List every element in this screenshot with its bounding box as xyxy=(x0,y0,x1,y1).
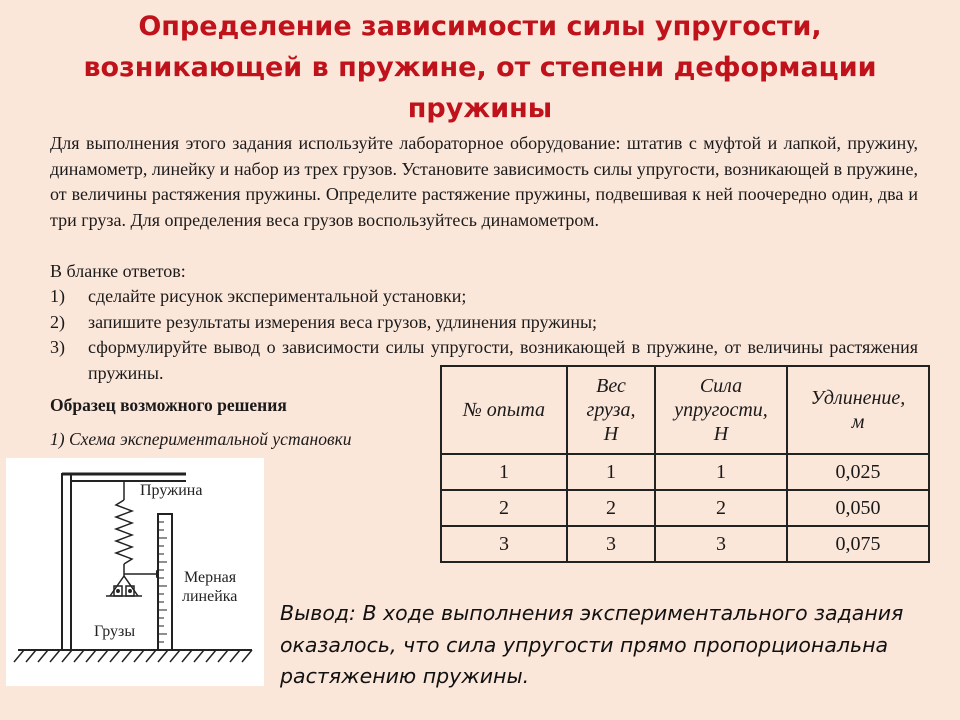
spring-label: Пружина xyxy=(140,482,203,499)
title-line: Определение зависимости силы упругости, xyxy=(138,11,822,42)
scheme-caption: 1) Схема экспериментальной установки xyxy=(50,429,352,449)
table-cell: 3 xyxy=(567,526,655,562)
table-header-row xyxy=(441,366,929,454)
conclusion-text xyxy=(280,598,950,693)
conclusion-line: оказалось, что сила упругости прямо пропорциональна xyxy=(280,632,889,657)
table-cell: 2 xyxy=(567,490,655,526)
table-cell: 2 xyxy=(655,490,787,526)
page-title xyxy=(40,6,920,129)
list-item xyxy=(50,310,918,336)
list-item-text: сделайте рисунок экспериментальной установки; xyxy=(88,286,467,306)
results-table xyxy=(440,365,930,563)
list-item-number: 2) xyxy=(50,311,65,332)
table-cell: 1 xyxy=(655,454,787,490)
list-item-number: 1) xyxy=(50,286,65,306)
list-item-text: запишите результаты измерения веса грузов, удлинения пружины; xyxy=(88,311,598,332)
header-elongation: Удлинение, м xyxy=(787,366,929,454)
answer-form-heading: В бланке ответов: xyxy=(50,261,186,281)
stand-post xyxy=(62,474,71,650)
conclusion-line: Вывод: В ходе выполнения экспериментального задания xyxy=(280,601,904,625)
table-row xyxy=(441,490,929,526)
conclusion-line: растяжению пружины. xyxy=(280,664,530,688)
table-cell: 3 xyxy=(655,526,787,562)
list-item-number: 3) xyxy=(50,337,65,358)
header-experiment-number: № опыта xyxy=(441,366,567,454)
table-cell: 0,050 xyxy=(787,490,929,526)
sample-solution-title: Образец возможного решения xyxy=(50,395,287,415)
table-cell: 3 xyxy=(441,526,567,562)
list-item xyxy=(50,284,918,310)
weights xyxy=(106,576,142,596)
measuring-ruler xyxy=(158,514,172,650)
title-line: возникающей в пружине, от степени деформации xyxy=(83,52,877,83)
table-cell: 0,025 xyxy=(787,454,929,490)
experiment-diagram xyxy=(6,458,264,686)
weights-label: Грузы xyxy=(94,623,136,640)
task-description: Для выполнения этого задания используйте лабораторное оборудование: штатив с муфтой и лапкой, пружину, динамометр, линейку и набор из трех грузов. Установите зависимость силы упругости, возникающей в пружине, от величины растяжения пружины. Определите растяжение пружины, подвешивая к ней поочередно один, два и три груза. Для определения веса грузов воспользуйтесь динамометром. xyxy=(50,133,918,230)
table-row xyxy=(441,454,929,490)
list-item-text: сформулируйте вывод о зависимости силы упругости, возникающей в пружине, от величины растяжения пружины. xyxy=(88,337,918,383)
ruler-label: линейка xyxy=(182,588,238,605)
table-row xyxy=(441,526,929,562)
ground-hatching xyxy=(14,650,252,662)
table-cell: 0,075 xyxy=(787,526,929,562)
table-cell: 1 xyxy=(567,454,655,490)
spring xyxy=(116,500,132,564)
header-load-weight: Вес груза, Н xyxy=(567,366,655,454)
ruler-label: Мерная xyxy=(184,569,237,586)
title-line: пружины xyxy=(407,93,553,124)
table-cell: 1 xyxy=(441,454,567,490)
header-elastic-force: Сила упругости, Н xyxy=(655,366,787,454)
table-cell: 2 xyxy=(441,490,567,526)
